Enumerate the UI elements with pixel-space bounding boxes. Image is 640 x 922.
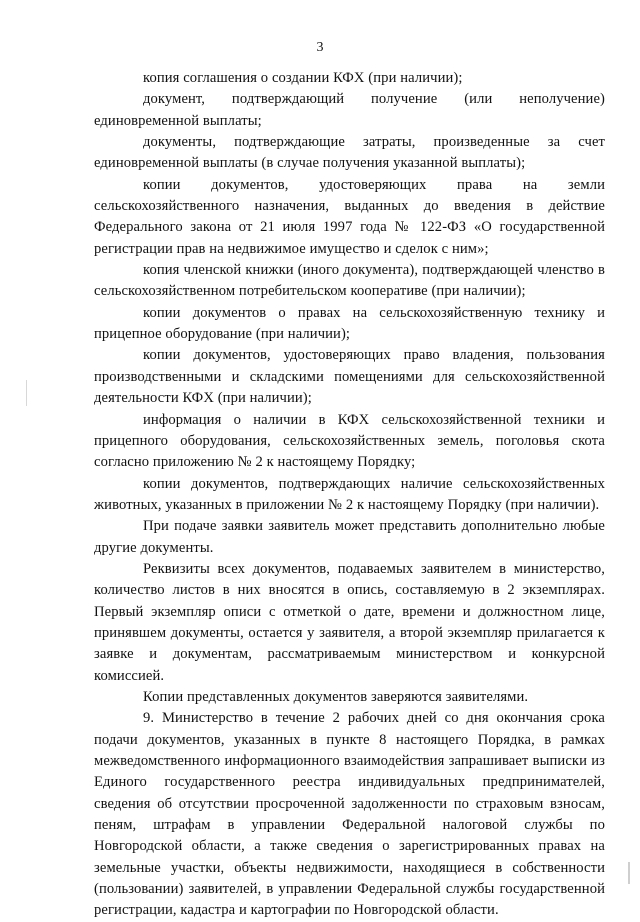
paragraph-2: документ, подтверждающий получение (или неполучение) единовременной выплаты; <box>94 91 605 129</box>
page-number: 3 <box>316 40 324 55</box>
paragraph-1: копия соглашения о создании КФХ (при наличии); <box>143 70 463 86</box>
document-body <box>94 68 605 922</box>
paragraph-4: копии документов, удостоверяющих права на земли сельскохозяйственного назначения, выданных до введения в действие Федерального закона от 21 июля 1997 года № 122-ФЗ «О государственной регистрации прав на недвижимое имущество и сделок с ним»; <box>94 176 605 257</box>
paragraph-11: Реквизиты всех документов, подаваемых заявителем в министерство, количество листов в них вносятся в опись, составляемую в 2 экземплярах. Первый экземпляр описи с отметкой о дате, времени и должностном лице, принявшем документы, остается у заявителя, а второй экземпляр прилагается к заявке и документам, рассматриваемым министерством и конкурсной комиссией. <box>94 560 605 684</box>
paragraph-13: 9. Министерство в течение 2 рабочих дней со дня окончания срока подачи документов, указанных в пункте 8 настоящего Порядка, в рамках межведомственного информационного взаимодействия запрашивает выписки из Единого государственного реестра индивидуальных предпринимателей, сведения об отсутствии просроченной задолженности по страховым взносам, пеням, штрафам в управлении Федеральной налоговой службы по Новгородской области, а также сведения о зарегистрированных правах на земельные участки, объекты недвижимости, находящиеся в собственности (пользовании) заявителей, в управлении Федеральной службы государственной регистрации, кадастра и картографии по Новгородской области. <box>94 710 605 919</box>
paragraph-7: копии документов, удостоверяющих право владения, пользования производственными и складскими помещениями для сельскохозяйственной деятельности КФХ (при наличии); <box>94 347 605 407</box>
scan-edge-mark <box>628 862 630 884</box>
paragraph-10: При подаче заявки заявитель может представить дополнительно любые другие документы. <box>94 518 605 556</box>
paragraph-8: информация о наличии в КФХ сельскохозяйственной техники и прицепного оборудования, сельскохозяйственных земель, поголовья скота согласно приложению № 2 к настоящему Порядку; <box>94 411 605 471</box>
scan-margin-mark <box>26 380 27 406</box>
paragraph-5: копия членской книжки (иного документа), подтверждающей членство в сельскохозяйственном потребительском кооперативе (при наличии); <box>94 262 605 300</box>
paragraph-9: копии документов, подтверждающих наличие сельскохозяйственных животных, указанных в приложении № 2 к настоящему Порядку (при наличии). <box>94 475 605 513</box>
paragraph-12: Копии представленных документов заверяются заявителями. <box>143 688 529 705</box>
paragraph-6: копии документов о правах на сельскохозяйственную технику и прицепное оборудование (при наличии); <box>94 304 605 343</box>
paragraph-3: документы, подтверждающие затраты, произведенные за счет единовременной выплаты (в случае получения указанной выплаты); <box>94 134 605 172</box>
